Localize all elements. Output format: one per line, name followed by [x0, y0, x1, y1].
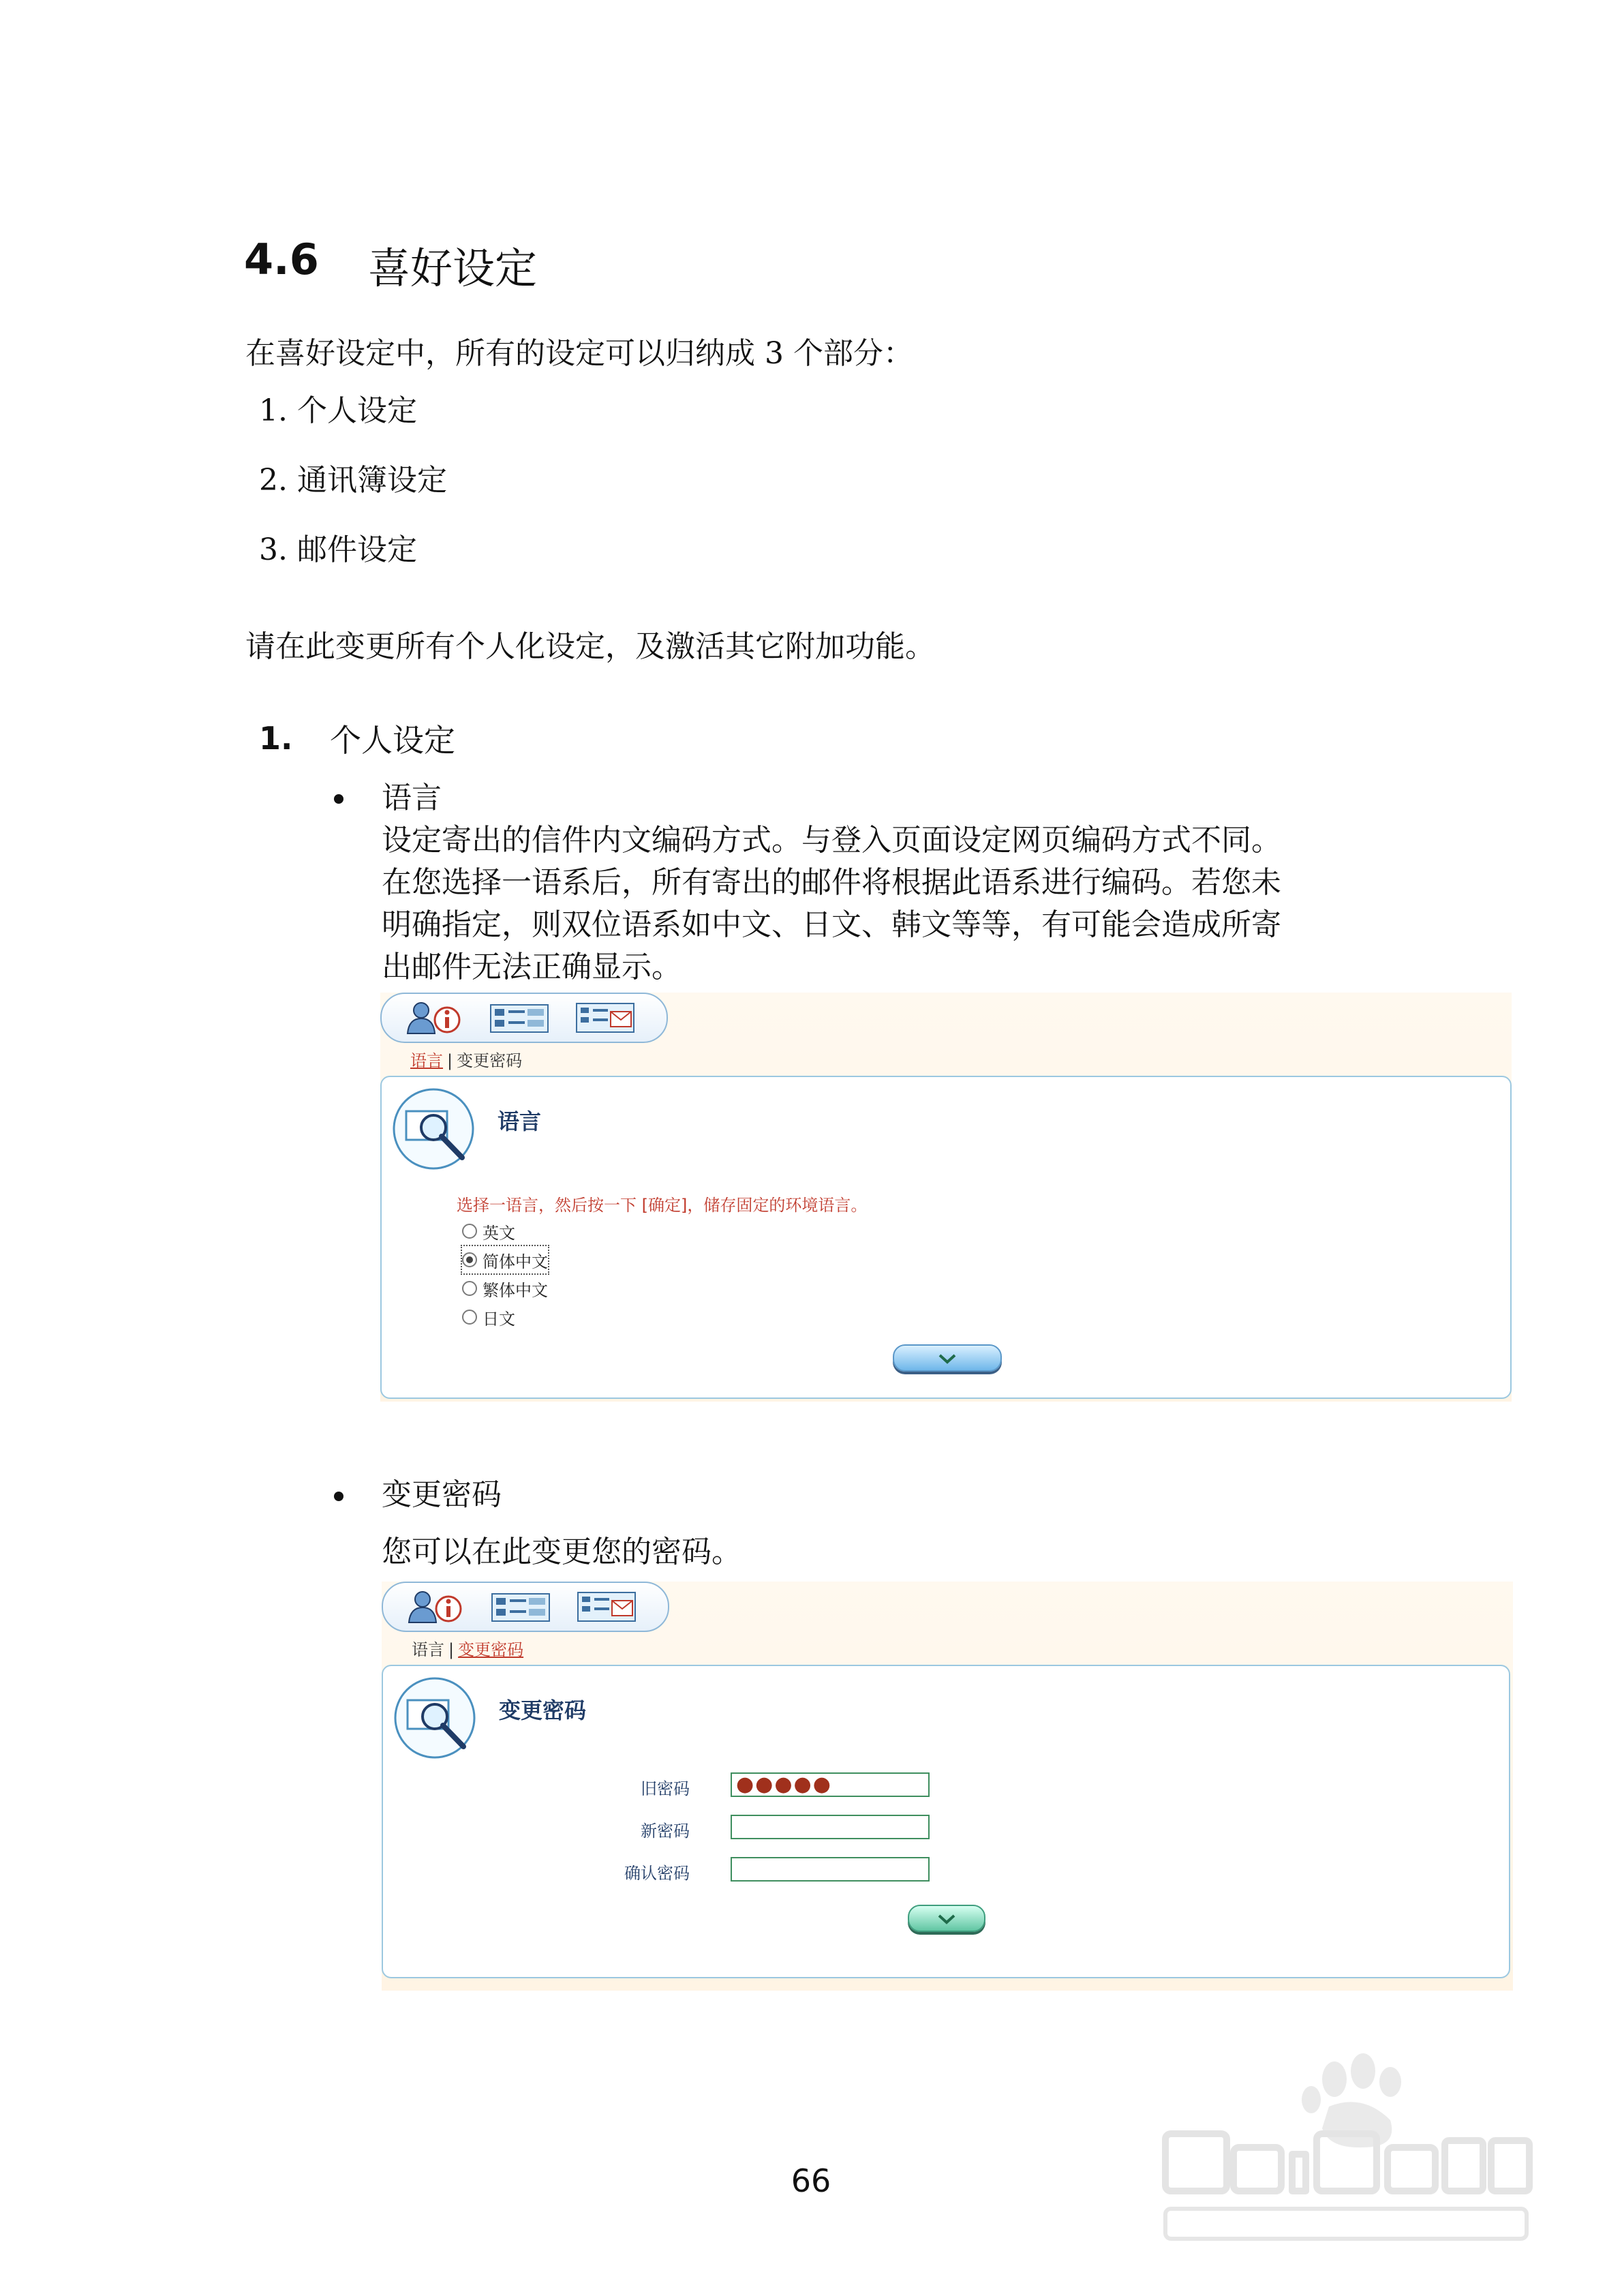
- language-bullet-title: 语言: [382, 781, 442, 815]
- intro-text: 在喜好设定中，所有的设定可以归纳成 3 个部分：: [245, 336, 913, 371]
- bullet-dot: [334, 1492, 343, 1501]
- radio-circle[interactable]: [462, 1224, 477, 1239]
- settings-tabbar: [382, 1582, 669, 1632]
- language-desc-line-1: 设定寄出的信件内文编码方式。与登入页面设定网页编码方式不同。: [382, 823, 1281, 858]
- confirm-button[interactable]: [908, 1905, 985, 1932]
- language-desc-line-4: 出邮件无法正确显示。: [382, 950, 682, 984]
- new-password-field[interactable]: [731, 1815, 930, 1839]
- password-bullet-title: 变更密码: [382, 1477, 502, 1512]
- tab-link-password[interactable]: 变更密码: [457, 1051, 523, 1070]
- panel-title: 变更密码: [499, 1697, 587, 1723]
- bullet-dot: [334, 794, 343, 804]
- new-password-label: 新密码: [641, 1822, 690, 1841]
- password-panel: [382, 1665, 1510, 1978]
- tab-link-language[interactable]: 语言: [410, 1051, 443, 1070]
- confirm-password-field[interactable]: [731, 1857, 930, 1882]
- old-password-label: 旧密码: [641, 1779, 690, 1798]
- tab-link-password[interactable]: 变更密码: [458, 1640, 524, 1659]
- checkmark-icon: [936, 1912, 957, 1925]
- part-item-1: 1. 个人设定: [259, 393, 417, 428]
- old-password-field[interactable]: ●●●●●: [731, 1772, 930, 1797]
- subsection-title: 个人设定: [330, 722, 455, 759]
- magnifier-icon: [393, 1676, 481, 1764]
- language-panel: [380, 1076, 1512, 1399]
- baidu-jingyan-watermark: [1159, 2052, 1540, 2250]
- magnifier-icon: [391, 1087, 480, 1175]
- confirm-button[interactable]: [893, 1344, 1002, 1372]
- radio-label: 日文: [483, 1309, 515, 1329]
- section-number: 4.6: [244, 235, 319, 284]
- mail-settings-icon[interactable]: [575, 1588, 638, 1625]
- settings-tabbar: [380, 993, 668, 1043]
- radio-circle-checked[interactable]: [462, 1252, 477, 1267]
- change-note: 请在此变更所有个人化设定，及激活其它附加功能。: [245, 629, 935, 664]
- radio-japanese[interactable]: [462, 1303, 515, 1331]
- radio-english[interactable]: [462, 1218, 515, 1245]
- subsection-number: 1.: [259, 720, 293, 757]
- password-desc: 您可以在此变更您的密码。: [382, 1535, 741, 1569]
- tab-links: [412, 1636, 523, 1660]
- radio-traditional-chinese[interactable]: [462, 1275, 548, 1302]
- language-screenshot: [380, 993, 1512, 1402]
- section-title: 喜好设定: [368, 243, 538, 293]
- language-desc-line-3: 明确指定，则双位语系如中文、日文、韩文等等，有可能会造成所寄: [382, 907, 1281, 942]
- language-desc-line-2: 在您选择一语系后，所有寄出的邮件将根据此语系进行编码。若您未: [382, 865, 1281, 900]
- address-book-icon[interactable]: [488, 999, 551, 1036]
- checkmark-icon: [937, 1351, 958, 1365]
- tab-link-separator: |: [448, 1640, 455, 1659]
- tab-links: [410, 1047, 522, 1071]
- tab-link-language[interactable]: 语言: [412, 1640, 444, 1659]
- address-book-icon[interactable]: [489, 1588, 552, 1625]
- page-number: 66: [791, 2162, 831, 2199]
- personal-info-icon[interactable]: [403, 1588, 466, 1625]
- mail-settings-icon[interactable]: [574, 999, 637, 1036]
- tab-link-separator: |: [447, 1051, 453, 1070]
- personal-info-icon[interactable]: [402, 999, 465, 1036]
- language-hint: 选择一语言，然后按一下 [确定]，储存固定的环境语言。: [457, 1196, 868, 1215]
- radio-label: 英文: [483, 1223, 515, 1243]
- panel-title: 语言: [498, 1108, 542, 1134]
- radio-circle[interactable]: [462, 1310, 477, 1325]
- radio-label: 繁体中文: [483, 1280, 548, 1300]
- confirm-password-label: 确认密码: [624, 1864, 690, 1883]
- radio-simplified-chinese[interactable]: [462, 1246, 548, 1273]
- part-item-3: 3. 邮件设定: [259, 532, 417, 567]
- part-item-2: 2. 通讯簿设定: [259, 463, 447, 498]
- password-screenshot: [382, 1582, 1513, 1991]
- radio-label: 简体中文: [483, 1252, 548, 1271]
- radio-circle[interactable]: [462, 1281, 477, 1296]
